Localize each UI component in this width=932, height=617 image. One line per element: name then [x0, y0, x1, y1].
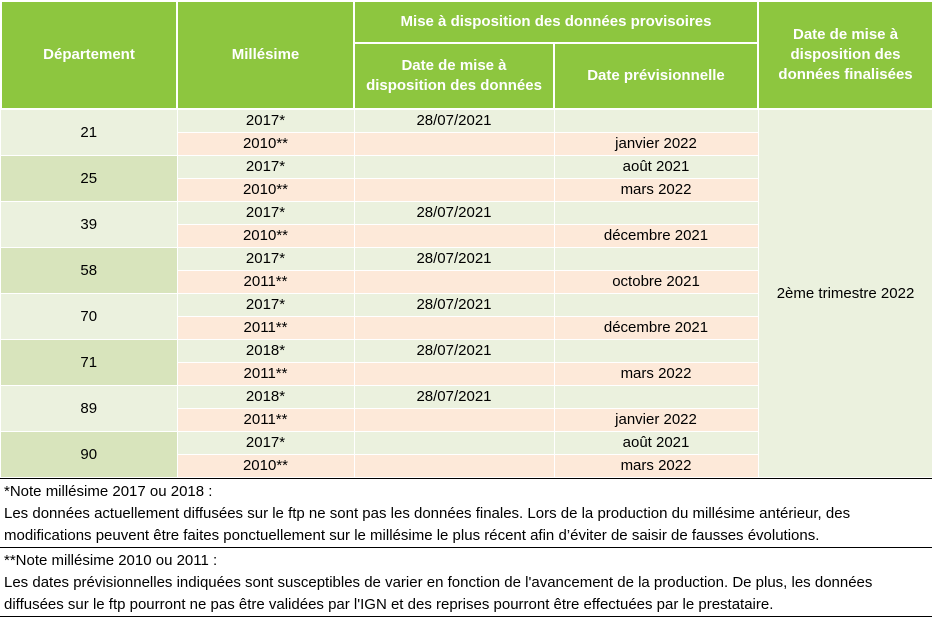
header-date-mise-disposition-line-1: Date de mise à [401, 57, 507, 74]
date-dispo-cell [354, 155, 554, 178]
date-prev-cell: janvier 2022 [554, 408, 758, 431]
departement-cell: 58 [1, 247, 177, 293]
millesime-cell: 2010** [177, 224, 354, 247]
date-dispo-cell [354, 454, 554, 477]
date-dispo-cell [354, 224, 554, 247]
header-date-finalisees-line-3: données finalisées [778, 66, 913, 83]
date-prev-cell [554, 201, 758, 224]
header-millesime: Millésime [177, 1, 354, 109]
millesime-cell: 2011** [177, 316, 354, 339]
date-dispo-cell [354, 431, 554, 454]
date-prev-cell: janvier 2022 [554, 132, 758, 155]
millesime-cell: 2017* [177, 293, 354, 316]
millesime-cell: 2017* [177, 155, 354, 178]
departement-cell: 25 [1, 155, 177, 201]
header-date-finalisees [758, 1, 932, 109]
note-line: Les données actuellement diffusées sur le ftp ne sont pas les données finales. Lors de la production du millésime antérieur, des [4, 504, 851, 522]
table-body [1, 109, 932, 477]
date-prev-cell [554, 339, 758, 362]
date-dispo-cell [354, 270, 554, 293]
millesime-cell: 2017* [177, 247, 354, 270]
date-prev-cell [554, 385, 758, 408]
header-date-mise-disposition [354, 43, 554, 109]
millesime-cell: 2017* [177, 201, 354, 224]
header-departement: Département [1, 1, 177, 109]
date-dispo-cell: 28/07/2021 [354, 247, 554, 270]
date-prev-cell [554, 247, 758, 270]
date-finalisees-cell: 2ème trimestre 2022 [758, 109, 932, 477]
date-prev-cell: mars 2022 [554, 454, 758, 477]
header-provisoires-group: Mise à disposition des données provisoires [354, 1, 758, 43]
date-prev-cell: mars 2022 [554, 178, 758, 201]
millesime-cell: 2018* [177, 339, 354, 362]
millesime-cell: 2011** [177, 270, 354, 293]
note-line: Les dates prévisionnelles indiquées sont susceptibles de varier en fonction de l'avancement de la production. De plus, les données [4, 573, 873, 591]
date-prev-cell: août 2021 [554, 155, 758, 178]
date-prev-cell [554, 293, 758, 316]
departement-cell: 71 [1, 339, 177, 385]
date-dispo-cell [354, 316, 554, 339]
departement-cell: 21 [1, 109, 177, 155]
date-dispo-cell [354, 132, 554, 155]
header-date-mise-disposition-line-2: disposition des données [366, 77, 542, 94]
departement-cell: 39 [1, 201, 177, 247]
note-block [0, 479, 932, 548]
date-dispo-cell: 28/07/2021 [354, 293, 554, 316]
date-prev-cell [554, 109, 758, 132]
header-date-finalisees-line-2: disposition des [790, 46, 901, 63]
note-title: **Note millésime 2010 ou 2011 : [4, 551, 218, 569]
date-prev-cell: août 2021 [554, 431, 758, 454]
date-prev-cell: mars 2022 [554, 362, 758, 385]
millesime-cell: 2017* [177, 431, 354, 454]
date-dispo-cell [354, 362, 554, 385]
note-line: modifications peuvent être faites ponctuellement sur le millésime le plus récent afin d’éviter de saisir de fausses évolutions. [4, 526, 820, 544]
date-prev-cell: décembre 2021 [554, 316, 758, 339]
millesime-cell: 2018* [177, 385, 354, 408]
header-date-finalisees-line-1: Date de mise à [792, 26, 899, 43]
date-dispo-cell: 28/07/2021 [354, 109, 554, 132]
notes-section [0, 478, 932, 617]
date-dispo-cell: 28/07/2021 [354, 201, 554, 224]
millesime-cell: 2010** [177, 454, 354, 477]
table-row [1, 109, 932, 132]
date-prev-cell: décembre 2021 [554, 224, 758, 247]
millesime-cell: 2010** [177, 132, 354, 155]
millesime-cell: 2011** [177, 362, 354, 385]
note-title: *Note millésime 2017 ou 2018 : [4, 482, 213, 500]
millesime-cell: 2017* [177, 109, 354, 132]
millesime-cell: 2010** [177, 178, 354, 201]
departement-cell: 89 [1, 385, 177, 431]
note-block [0, 548, 932, 617]
departement-cell: 90 [1, 431, 177, 477]
date-dispo-cell: 28/07/2021 [354, 385, 554, 408]
millesime-cell: 2011** [177, 408, 354, 431]
date-prev-cell: octobre 2021 [554, 270, 758, 293]
header-date-previsionnelle: Date prévisionnelle [554, 43, 758, 109]
date-dispo-cell [354, 178, 554, 201]
date-dispo-cell [354, 408, 554, 431]
date-dispo-cell: 28/07/2021 [354, 339, 554, 362]
departement-cell: 70 [1, 293, 177, 339]
note-line: diffusées sur le ftp pourront ne pas être validées par l'IGN et des reprises pourront être effectuées par le prestataire. [4, 595, 774, 613]
